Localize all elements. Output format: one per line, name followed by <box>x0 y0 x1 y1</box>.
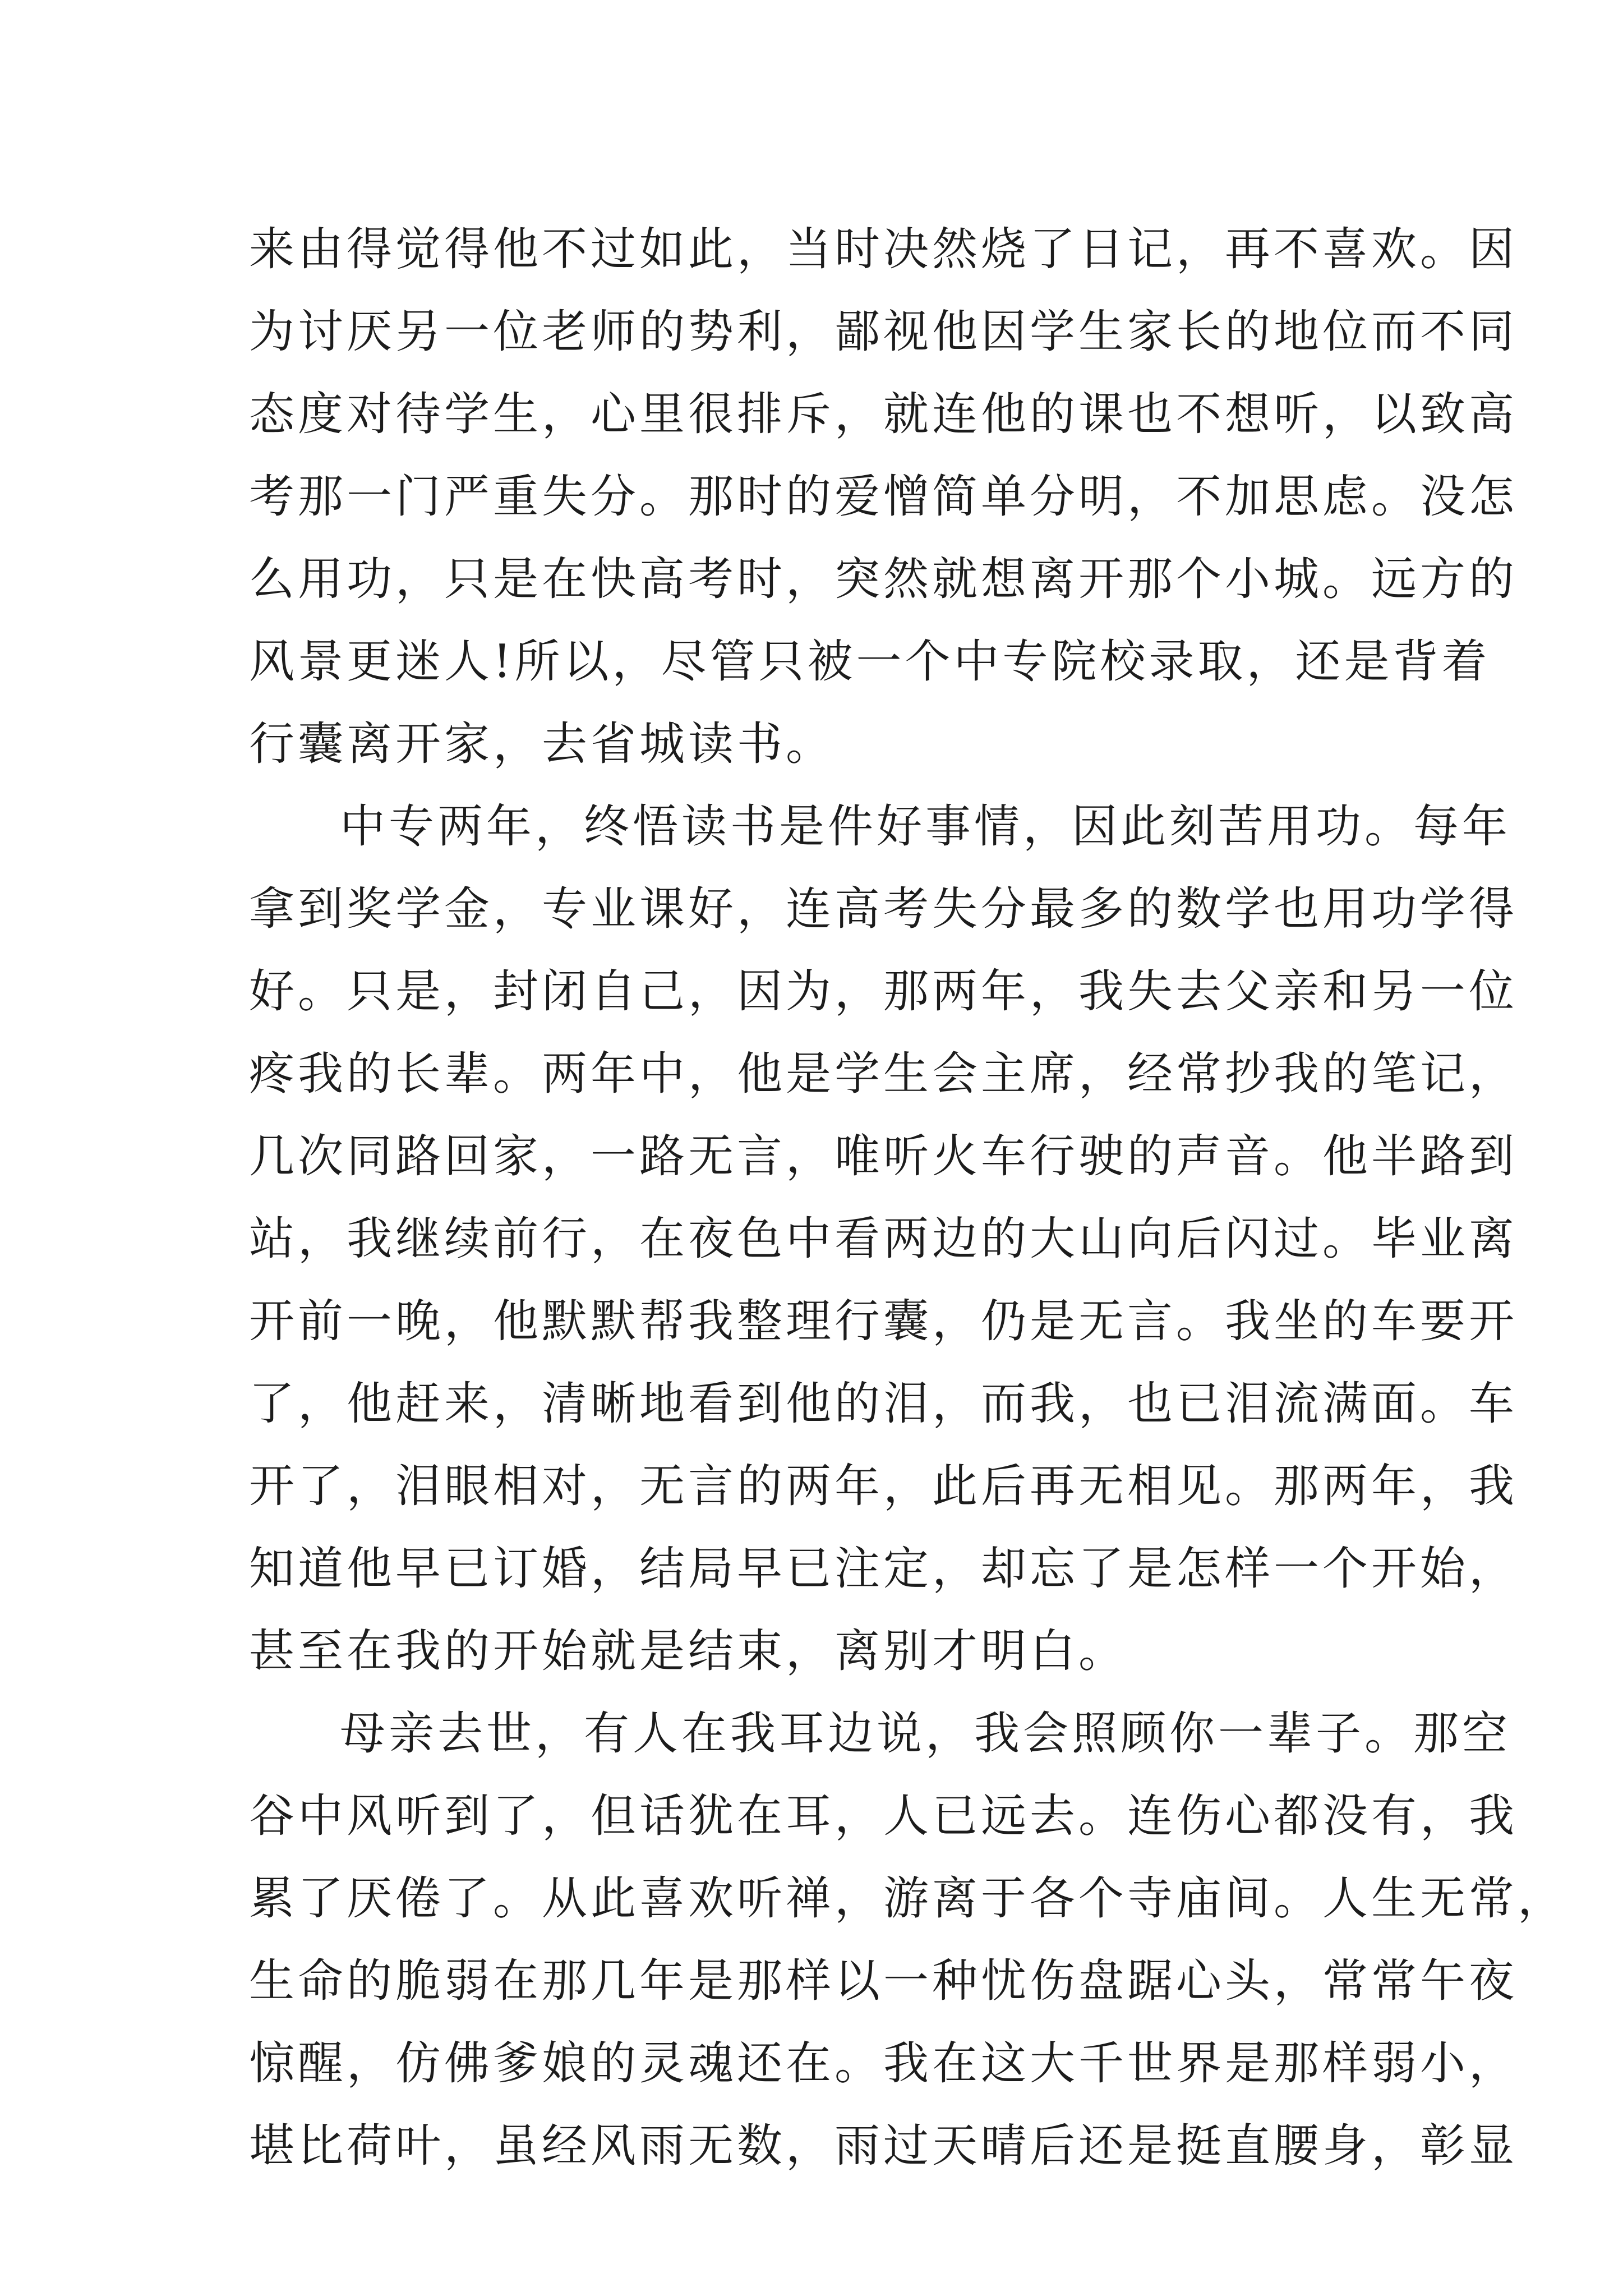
text-line: 几次同路回家，一路无言，唯听火车行驶的声音。他半路到 <box>249 1130 1518 1183</box>
text-line: 累了厌倦了。从此喜欢听禅，游离于各个寺庙间。人生无常， <box>249 1872 1567 1925</box>
text-line: 考那一门严重失分。那时的爱憎简单分明，不加思虑。没怎 <box>249 471 1518 523</box>
text-line: 为讨厌另一位老师的势利，鄙视他因学生家长的地位而不同 <box>249 306 1518 358</box>
text-line: 行囊离开家，去省城读书。 <box>249 718 835 771</box>
text-line: 惊醒，仿佛爹娘的灵魂还在。我在这大千世界是那样弱小， <box>249 2037 1518 2090</box>
text-line: 了，他赶来，清晰地看到他的泪，而我，也已泪流满面。车 <box>249 1378 1518 1430</box>
text-line: 堪比荷叶，虽经风雨无数，雨过天晴后还是挺直腰身，彰显 <box>249 2120 1518 2173</box>
text-line: 中专两年，终悟读书是件好事情，因此刻苦用功。每年 <box>340 800 1511 853</box>
text-line: 知道他早已订婚，结局早已注定，却忘了是怎样一个开始， <box>249 1543 1518 1595</box>
text-line: 母亲去世，有人在我耳边说，我会照顾你一辈子。那空 <box>340 1708 1511 1760</box>
text-line: 来由得觉得他不过如此，当时决然烧了日记，再不喜欢。因 <box>249 223 1518 276</box>
text-line: 开前一晚，他默默帮我整理行囊，仍是无言。我坐的车要开 <box>249 1295 1518 1348</box>
text-line: 甚至在我的开始就是结束，离别才明白。 <box>249 1625 1128 1678</box>
text-line: 疼我的长辈。两年中，他是学生会主席，经常抄我的笔记， <box>249 1048 1518 1101</box>
text-line: 站，我继续前行，在夜色中看两边的大山向后闪过。毕业离 <box>249 1213 1518 1266</box>
text-line: 拿到奖学金，专业课好，连高考失分最多的数学也用功学得 <box>249 883 1518 936</box>
text-line: 风景更迷人!所以，尽管只被一个中专院校录取，还是背着 <box>249 636 1491 688</box>
text-line: 好。只是，封闭自己，因为，那两年，我失去父亲和另一位 <box>249 965 1518 1018</box>
text-line: 生命的脆弱在那几年是那样以一种忧伤盘踞心头，常常午夜 <box>249 1955 1518 2008</box>
text-line: 态度对待学生，心里很排斥，就连他的课也不想听，以致高 <box>249 388 1518 441</box>
text-line: 开了，泪眼相对，无言的两年，此后再无相见。那两年，我 <box>249 1460 1518 1513</box>
text-line: 谷中风听到了，但话犹在耳，人已远去。连伤心都没有，我 <box>249 1790 1518 1843</box>
body-text <box>249 209 1567 2188</box>
text-line: 么用功，只是在快高考时，突然就想离开那个小城。远方的 <box>249 553 1518 606</box>
